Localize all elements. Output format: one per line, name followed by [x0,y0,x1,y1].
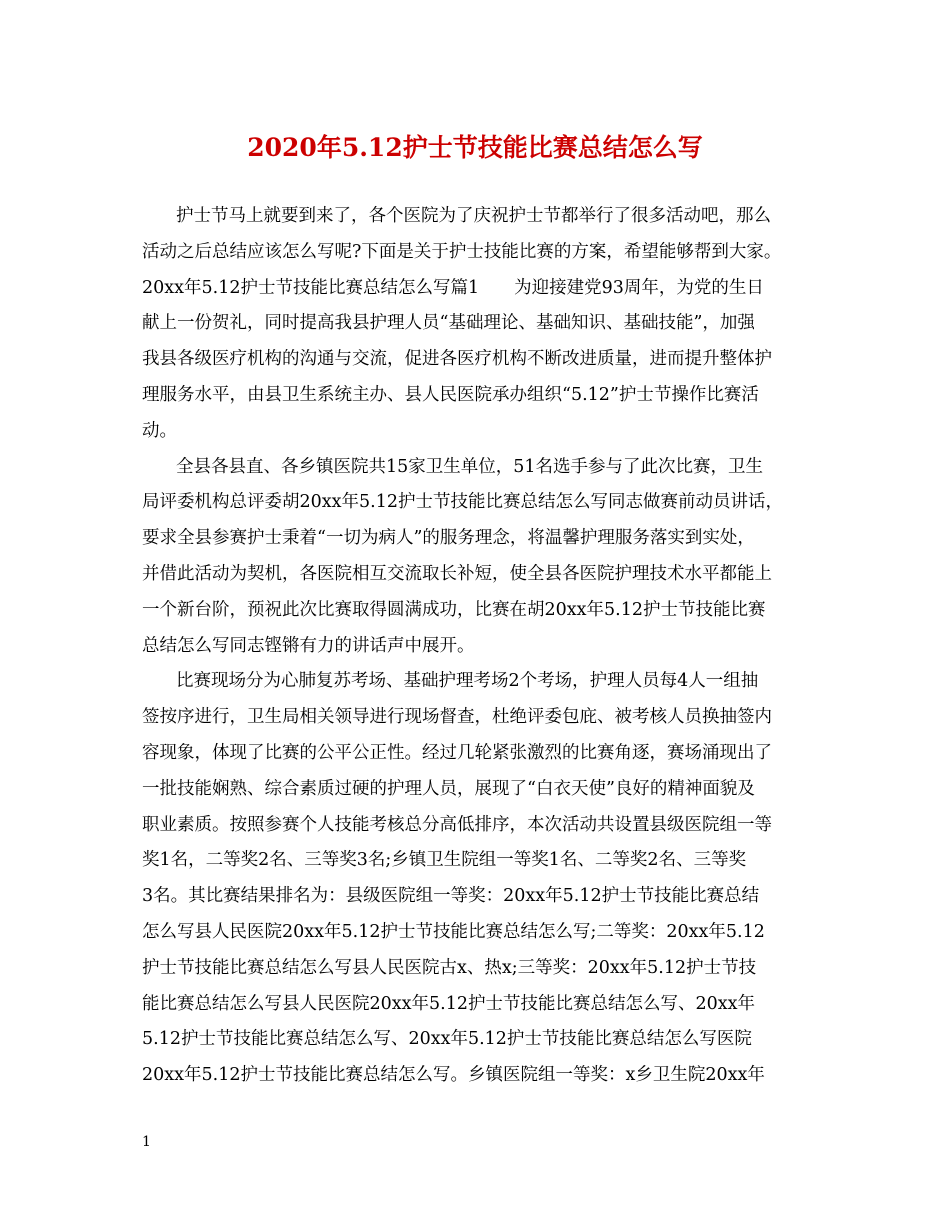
document-body [142,199,832,1094]
text-line: 比赛现场分为心肺复苏考场、基础护理考场2个考场，护理人员每4人一组抽 [176,671,759,692]
text-line: 全县各县直、各乡镇医院共15家卫生单位，51名选手参与了此次比赛，卫生 [176,456,764,477]
paragraph-3 [142,664,832,1094]
text-line: 容现象，体现了比赛的公平公正性。经过几轮紧张激烈的比赛角逐，赛场涌现出了 [142,742,772,763]
page-number: 1 [142,1134,151,1150]
text-line: 一批技能娴熟、综合素质过硬的护理人员，展现了“白衣天使”良好的精神面貌及 [142,778,755,799]
text-line: 怎么写县人民医院20xx年5.12护士节技能比赛总结怎么写;二等奖：20xx年5.12 [142,921,765,942]
paragraph-2 [142,450,832,665]
text-line: 5.12护士节技能比赛总结怎么写、20xx年5.12护士节技能比赛总结怎么写医院 [142,1029,752,1050]
text-line: 3名。其比赛结果排名为：县级医院组一等奖：20xx年5.12护士节技能比赛总结 [142,886,760,907]
text-line: 总结怎么写同志铿锵有力的讲话声中展开。 [142,635,475,656]
text-line: 20xx年5.12护士节技能比赛总结怎么写篇1 为迎接建党93周年，为党的生日 [142,277,764,298]
text-line: 能比赛总结怎么写县人民医院20xx年5.12护士节技能比赛总结怎么写、20xx年 [142,993,755,1014]
text-line: 职业素质。按照参赛个人技能考核总分高低排序，本次活动共设置县级医院组一等 [142,814,772,835]
text-line: 护士节技能比赛总结怎么写县人民医院古x、热x;三等奖：20xx年5.12护士节技 [142,957,757,978]
document-title: 2020年5.12护士节技能比赛总结怎么写 [247,133,703,162]
text-line: 局评委机构总评委胡20xx年5.12护士节技能比赛总结怎么写同志做赛前动员讲话， [142,492,783,513]
text-line: 献上一份贺礼，同时提高我县护理人员“基础理论、基础知识、基础技能”，加强 [142,313,755,334]
text-line: 理服务水平，由县卫生系统主办、县人民医院承办组织“5.12”护士节操作比赛活 [142,384,759,405]
text-line: 活动之后总结应该怎么写呢?下面是关于护士技能比赛的方案，希望能够帮到大家。 [142,241,782,262]
paragraph-1 [142,199,832,450]
text-line: 20xx年5.12护士节技能比赛总结怎么写。乡镇医院组一等奖：x乡卫生院20xx年 [142,1065,765,1086]
text-line: 动。 [142,420,177,441]
text-line: 护士节马上就要到来了，各个医院为了庆祝护士节都举行了很多活动吧，那么 [176,206,771,226]
text-line: 签按序进行，卫生局相关领导进行现场督查，杜绝评委包庇、被考核人员换抽签内 [142,707,772,728]
text-line: 我县各级医疗机构的沟通与交流，促进各医疗机构不断改进质量，进而提升整体护 [142,349,772,370]
text-line: 奖1名，二等奖2名、三等奖3名;乡镇卫生院组一等奖1名、二等奖2名、三等奖 [142,850,747,871]
text-line: 要求全县参赛护士秉着“一切为病人”的服务理念，将温馨护理服务落实到实处， [142,528,755,549]
text-line: 并借此活动为契机，各医院相互交流取长补短，使全县各医院护理技术水平都能上 [142,563,772,584]
text-line: 一个新台阶，预祝此次比赛取得圆满成功，比赛在胡20xx年5.12护士节技能比赛 [142,599,766,620]
